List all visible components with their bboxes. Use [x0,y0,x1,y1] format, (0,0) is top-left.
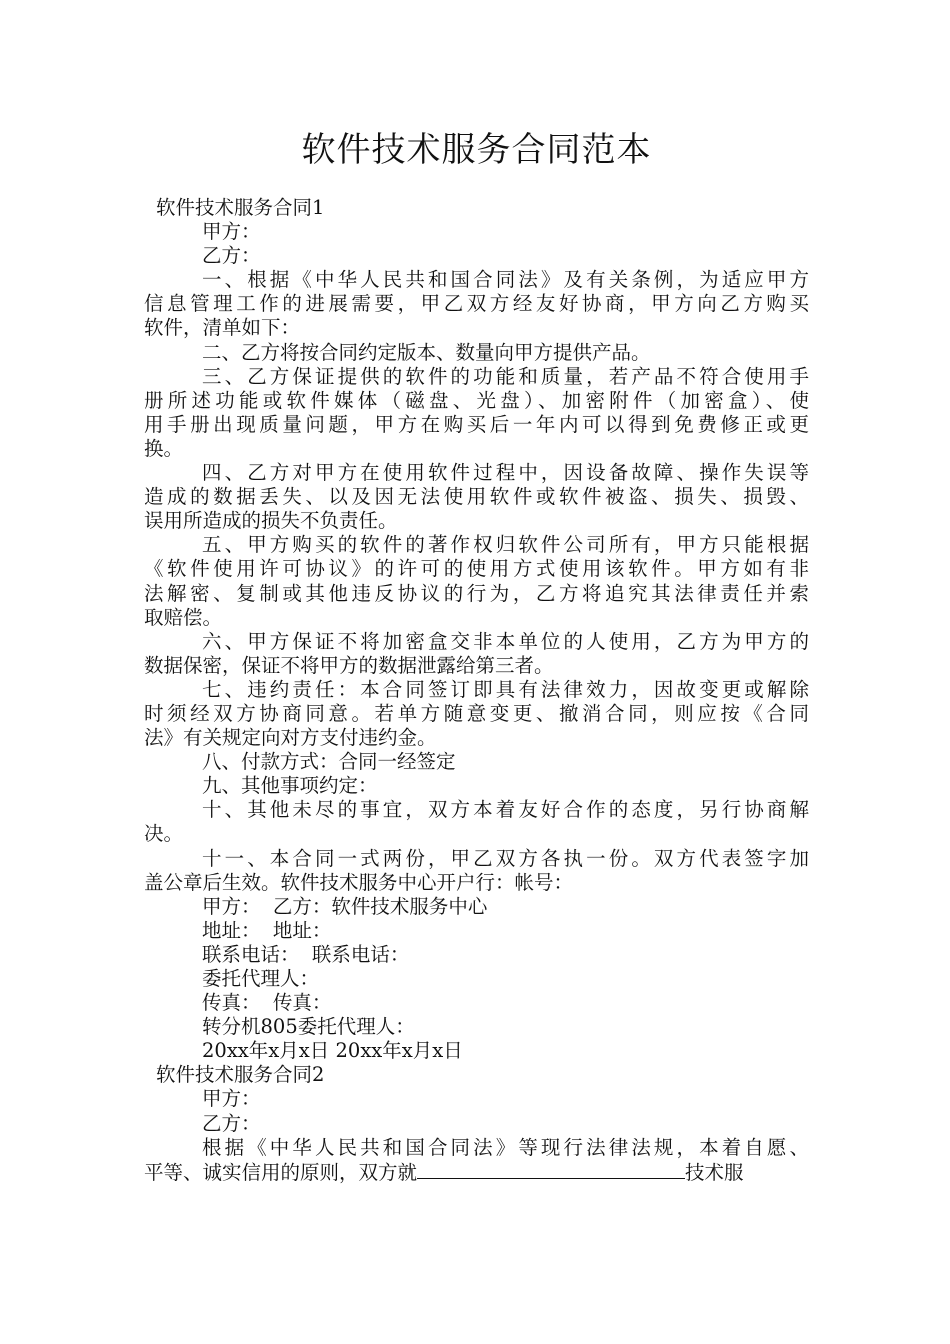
clause-1-line: 信息管理工作的进展需要，甲乙双方经友好协商，甲方向乙方购买 [144,292,809,316]
clause-1-line: 一、根据《中华人民共和国合同法》及有关条例，为适应甲方 [202,268,809,292]
clause-10-line: 决。 [144,822,184,846]
clause-4-line: 造成的数据丢失、以及因无法使用软件或软件被盗、损失、损毁、 [144,485,809,509]
contract1-party-b: 乙方： [202,244,261,268]
contract2-intro-line: 根据《中华人民共和国合同法》等现行法律法规，本着自愿、 [202,1135,809,1159]
clause-3-line: 册所述功能或软件媒体（磁盘、光盘）、加密附件（加密盒）、使 [144,388,809,412]
clause-1 [144,268,809,340]
clause-11-line: 十一、本合同一式两份，甲乙双方各执一份。双方代表签字加 [202,846,809,870]
clause-5-line: 五、甲方购买的软件的著作权归软件公司所有，甲方只能根据 [202,533,809,557]
clause-5-line: 取赔偿。 [144,605,223,629]
clause-10-line: 十、其他未尽的事宜，双方本着友好合作的态度，另行协商解 [202,798,809,822]
clause-6 [144,630,809,678]
document-title: 软件技术服务合同范本 [301,130,652,170]
contract2-party-a: 甲方： [202,1087,261,1111]
clause-1-line: 软件，清单如下： [144,316,301,340]
contract2-heading: 软件技术服务合同2 [156,1063,325,1087]
contract1-heading: 软件技术服务合同1 [156,196,325,219]
document-body [144,196,809,1185]
clause-7 [144,678,809,750]
signature-address: 地址： 地址： [202,918,332,942]
clause-9: 九、其他事项约定： [202,774,378,798]
contract2-party-b: 乙方： [202,1111,261,1135]
signature-fax: 传真： 传真： [202,991,332,1015]
clause-4-line: 误用所造成的损失不负责任。 [144,509,398,533]
clause-5-line: 法解密、复制或其他违反协议的行为，乙方将追究其法律责任并索 [144,581,809,605]
clause-5-line: 《软件使用许可协议》的许可的使用方式使用该软件。甲方如有非 [144,557,809,581]
clause-5 [144,533,809,629]
clause-3-line: 换。 [144,436,184,460]
fill-in-blank [417,1160,685,1179]
signature-extension: 转分机805委托代理人： [202,1015,415,1039]
clause-7-line: 时须经双方协商同意。若单方随意变更、撤消合同，则应按《合同 [144,701,809,725]
clause-10 [144,798,809,846]
contract2-intro-line2-end: 技术服 [685,1160,744,1184]
clause-3 [144,365,809,461]
clause-11 [144,847,809,895]
signature-block [144,895,809,1064]
signature-date: 20xx年x月x日 20xx年x月x日 [202,1039,463,1063]
clause-4-line: 四、乙方对甲方在使用软件过程中，因设备故障、操作失误等 [202,461,809,485]
signature-parties: 甲方： 乙方：软件技术服务中心 [202,894,488,918]
document-page [144,0,809,1185]
clause-2: 二、乙方将按合同约定版本、数量向甲方提供产品。 [202,340,651,364]
clause-3-line: 三、乙方保证提供的软件的功能和质量，若产品不符合使用手 [202,364,809,388]
clause-6-line: 数据保密，保证不将甲方的数据泄露给第三者。 [144,653,554,677]
clause-8: 八、付款方式：合同一经签定 [202,750,456,774]
clause-11-line: 盖公章后生效。软件技术服务中心开户行：帐号： [144,870,574,894]
clause-3-line: 用手册出现质量问题，甲方在购买后一年内可以得到免费修正或更 [144,412,809,436]
clause-6-line: 六、甲方保证不将加密盒交非本单位的人使用，乙方为甲方的 [202,629,809,653]
signature-agent: 委托代理人： [202,967,320,990]
clause-4 [144,461,809,533]
contract2-intro-line2-start: 平等、诚实信用的原则，双方就 [144,1160,418,1184]
clause-7-line: 七、违约责任：本合同签订即具有法律效力，因故变更或解除 [202,677,809,701]
signature-phone: 联系电话： 联系电话： [202,942,410,966]
contract2-intro-line2 [144,1160,809,1185]
contract1-party-a: 甲方： [202,220,261,244]
clause-7-line: 法》有关规定向对方支付违约金。 [144,726,437,750]
